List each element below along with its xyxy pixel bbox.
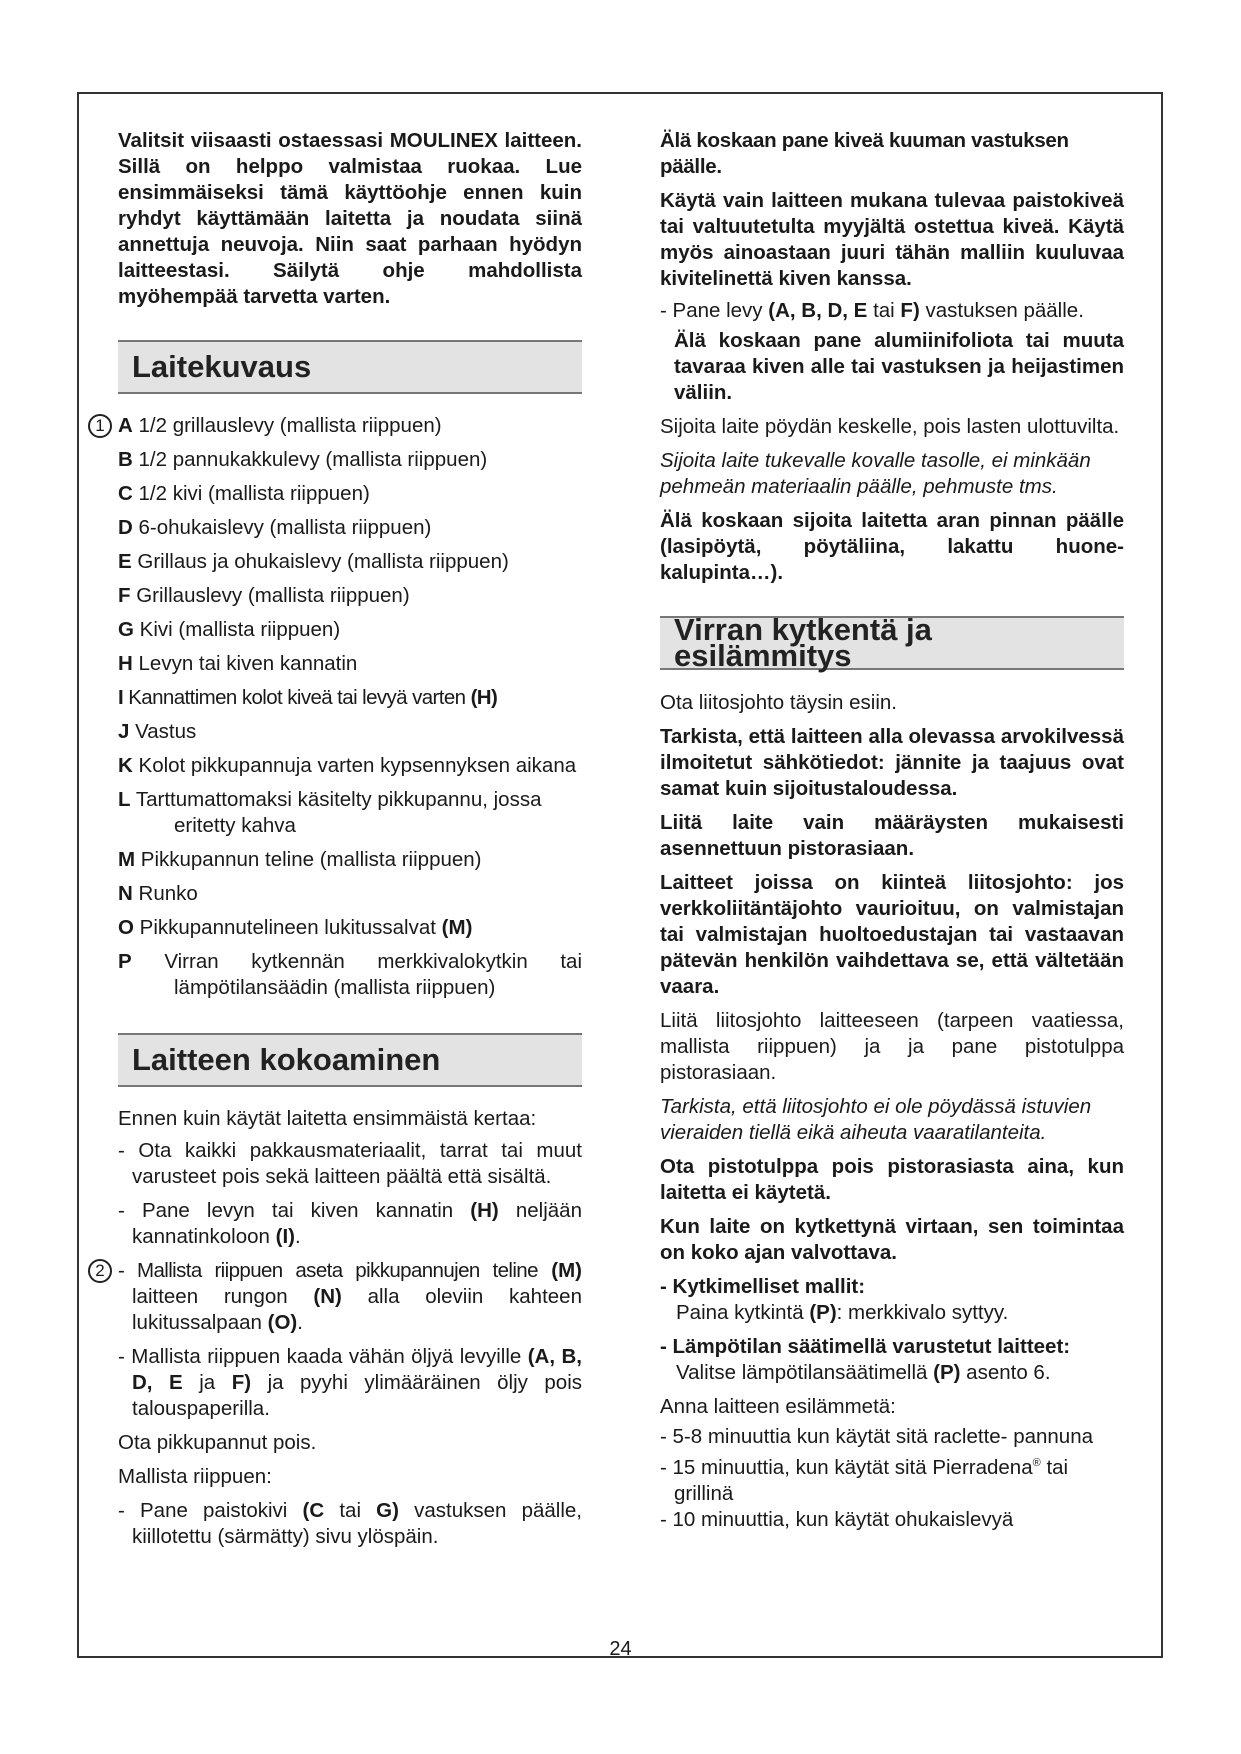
plate-instruction: - Pane levy (A, B, D, E tai F) vastuksen päälle. [660, 299, 1084, 322]
right-column [660, 128, 1124, 1533]
parts-list [95, 413, 582, 1001]
assembly-step: - Pane levyn tai kiven kannatin (H) neljään kannatinkoloon (I). [118, 1199, 582, 1248]
part-item: B 1/2 pannukakkulevy (mallista riippuen) [118, 448, 488, 471]
assembly-step: - Pane paistokivi (C tai G) vastuksen päälle, kiillotettu (särmätty) sivu ylöspäin. [118, 1499, 582, 1548]
part-item: G Kivi (mallista riippuen) [118, 618, 341, 641]
assembly-step: - Ota kaikki pakkausmateriaalit, tarrat tai muut varusteet pois sekä laitteen päältä että sisältä. [118, 1139, 582, 1188]
cord-safety: Tarkista, että liitosjohto ei ole pöydässä istuvien vieraiden tiellä eikä aiheuta vaaratilanteita. [660, 1095, 1092, 1144]
warning-stone: Käytä vain laitteen mukana tulevaa paistokiveä tai valtuutetulta myyjältä ostettua kiveä. Käytä myös ainoastaan juuri tähän malliin kuuluvaa kivitelinettä kiven kanssa. [660, 189, 1124, 290]
power-section [660, 690, 1124, 1533]
socket-instruction: Liitä laite vain määräysten mukaisesti asennettuun pistorasiaan. [660, 811, 1124, 860]
assembly-step-2 [95, 1258, 582, 1336]
part-item: C 1/2 kivi (mallista riippuen) [118, 482, 370, 505]
remove-pans: Ota pikkupannut pois. [118, 1431, 317, 1454]
heading-laitekuvaus: Laitekuvaus [118, 340, 582, 394]
part-item: H Levyn tai kiven kannatin [118, 652, 358, 675]
preheat-item: - 5-8 minuuttia kun käytät sitä raclette- pannuna [660, 1425, 1094, 1448]
thermostat-models-title: - Lämpötilan säätimellä varustetut laitteet: [660, 1335, 1071, 1358]
preheat-label: Anna laitteen esilämmetä: [660, 1395, 896, 1418]
part-item: I Kannattimen kolot kiveä tai levyä varten (H) [118, 686, 498, 709]
heading-virran-kytkenta: Virran kytkentä ja esilämmitys [660, 616, 1124, 670]
cord-instruction: Ota liitosjohto täysin esiin. [660, 691, 898, 714]
part-item: D 6-ohukaislevy (mallista riippuen) [118, 516, 432, 539]
warning-hot-element: Älä koskaan pane kiveä kuuman vastuksen päälle. [660, 129, 1069, 178]
fixed-cord-warning: Laitteet joissa on kiinteä liitosjohto: jos verkkoliitäntäjohto vaurioituu, on valmistajan tai valmistajan huoltoedustajan tai vastaavan pätevän henkilön vaihdettava se, että vältetään vaara. [660, 871, 1124, 998]
part-item: K Kolot pikkupannuja varten kypsennyksen aikana [118, 754, 577, 777]
assembly-intro: Ennen kuin käytät laitetta ensimmäistä kertaa: [118, 1107, 537, 1130]
depending-label: Mallista riippuen: [118, 1465, 272, 1488]
figure-marker-2: 2 [88, 1259, 112, 1283]
assembly-step: - Mallista riippuen aseta pikkupannujen teline (M) laitteen rungon (N) alla oleviin kahteen lukitussalpaan (O). [118, 1259, 582, 1334]
warning-surface: Älä koskaan sijoita laitetta aran pinnan päälle (lasipöytä, pöytäliina, lakattu huone-kalupinta…). [660, 509, 1124, 584]
warning-foil: Älä koskaan pane alumiinifoliota tai muuta tavaraa kiven alle tai vastuksen ja heijastimen väliin. [674, 329, 1124, 404]
switch-models-text: Paina kytkintä (P): merkkivalo syttyy. [676, 1301, 1009, 1324]
preheat-item: - 15 minuuttia, kun käytät sitä Pierradena® tai grillinä [660, 1455, 1069, 1505]
heading-laitteen-kokoaminen: Laitteen kokoaminen [118, 1033, 582, 1087]
placement-surface: Sijoita laite tukevalle kovalle tasolle, ei minkään pehmeän materiaalin päälle, pehmuste tms. [660, 449, 1091, 498]
part-item: N Runko [118, 882, 198, 905]
figure-marker-1: 1 [88, 414, 112, 438]
part-item: F Grillauslevy (mallista riippuen) [118, 584, 410, 607]
part-item: E Grillaus ja ohukaislevy (mallista riippuen) [118, 550, 509, 573]
part-item: A 1/2 grillauslevy (mallista riippuen) [118, 414, 442, 437]
thermostat-models-text: Valitse lämpötilansäätimellä (P) asento 6. [676, 1361, 1051, 1384]
supervise-warning: Kun laite on kytkettynä virtaan, sen toimintaa on koko ajan valvottava. [660, 1215, 1124, 1264]
page-number: 24 [609, 1638, 632, 1660]
assembly-section [95, 1106, 582, 1550]
connect-instruction: Liitä liitosjohto laitteeseen (tarpeen vaatiessa, mallista riippuen) ja ja pane pistotulppa pistorasiaan. [660, 1009, 1124, 1084]
part-item: M Pikkupannun teline (mallista riippuen) [118, 848, 482, 871]
voltage-check: Tarkista, että laitteen alla olevassa arvokilvessä ilmoitetut sähkötiedot: jännite ja taajuus ovat samat kuin sijoitustaloudessa. [660, 725, 1124, 800]
switch-models-title: - Kytkimelliset mallit: [660, 1275, 866, 1298]
unplug-warning: Ota pistotulppa pois pistorasiasta aina, kun laitetta ei käytetä. [660, 1155, 1124, 1204]
part-item: J Vastus [118, 720, 197, 743]
left-column [95, 128, 582, 1550]
part-item: O Pikkupannutelineen lukitussalvat (M) [118, 916, 473, 939]
part-item: L Tarttumattomaksi käsitelty pikkupannu, jossa eritetty kahva [118, 788, 542, 837]
placement-center: Sijoita laite pöydän keskelle, pois lasten ulottuvilta. [660, 415, 1120, 438]
assembly-step: - Mallista riippuen kaada vähän öljyä levyille (A, B, D, E ja F) ja pyyhi ylimääräinen öljy pois talouspaperilla. [118, 1345, 582, 1420]
preheat-item: - 10 minuuttia, kun käytät ohukaislevyä [660, 1507, 1014, 1531]
part-item: P Virran kytkennän merkkivalokytkin tai lämpötilansäädin (mallista riippuen) [118, 950, 582, 999]
intro-paragraph: Valitsit viisaasti ostaessasi MOULINEX laitteen. Sillä on helppo valmistaa ruokaa. Lue ensimmäiseksi tämä käyttöohje ennen kuin ryhdyt käyttämään laitetta ja noudata siinä annettuja neuvoja. Niin saat parhaan hyödyn laitteestasi. Säilytä ohje mahdollista myöhempää tarvetta varten. [118, 129, 582, 308]
